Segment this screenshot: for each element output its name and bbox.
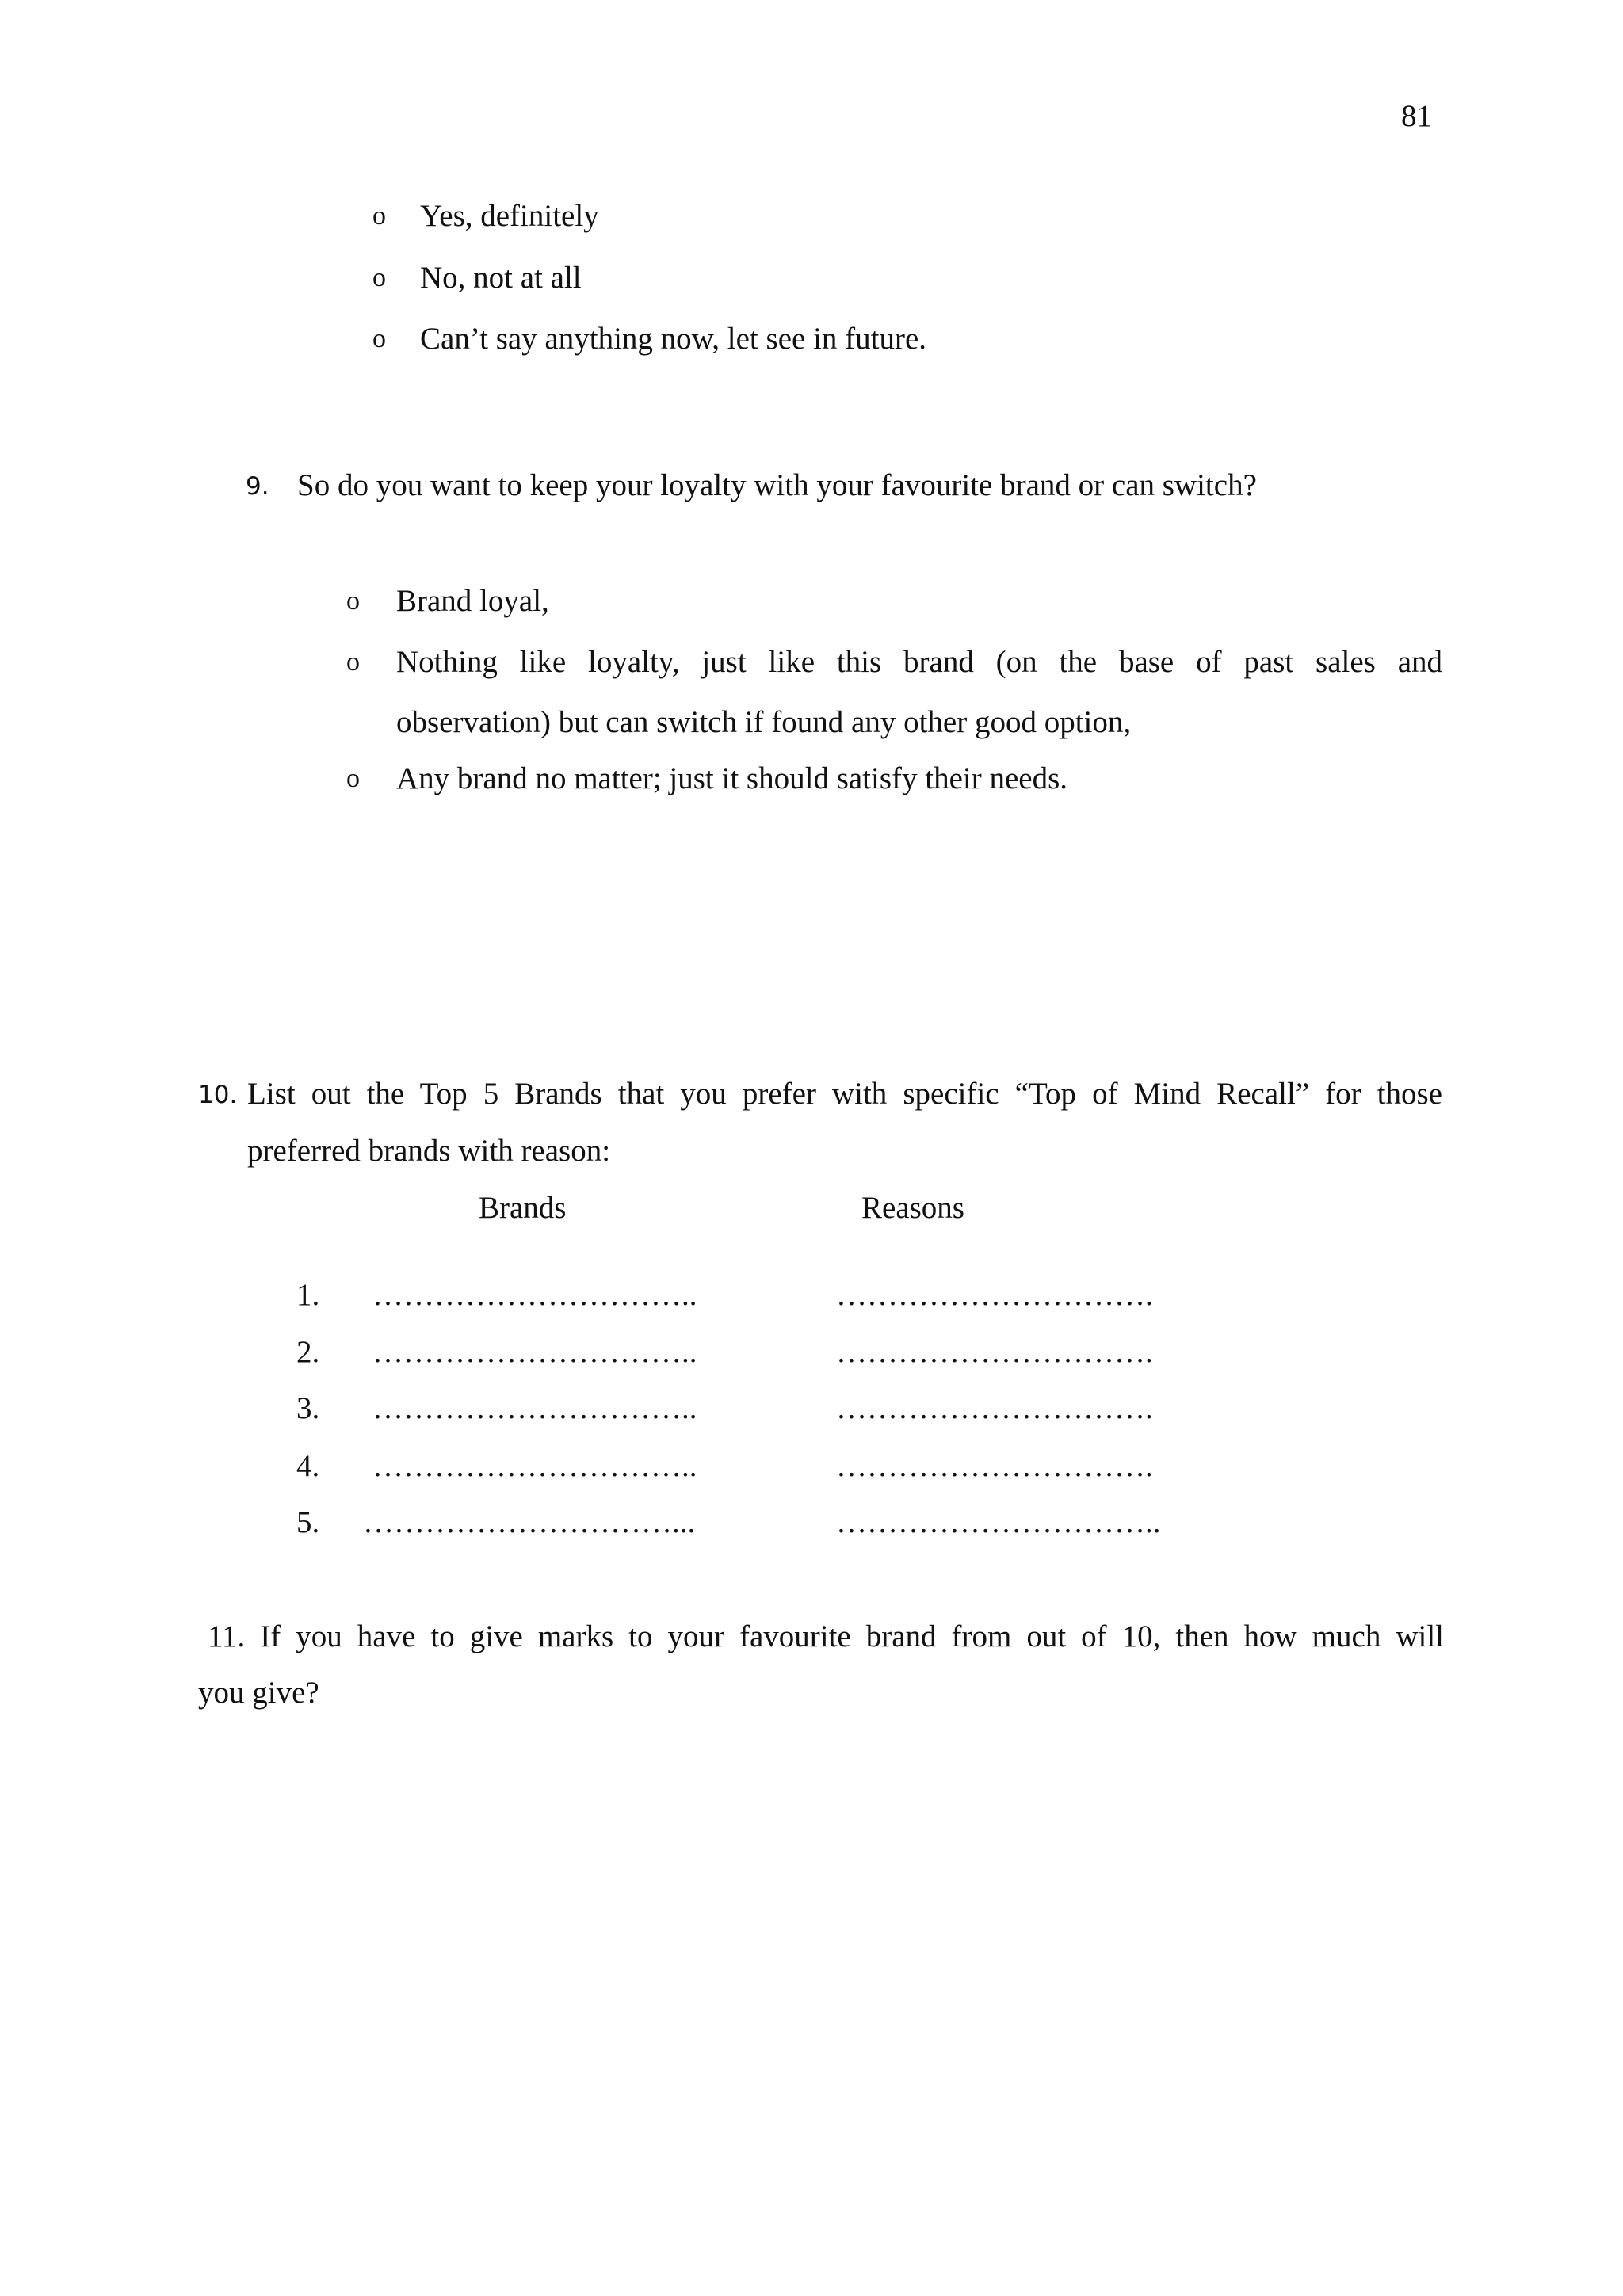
bullet-marker: o <box>346 764 360 793</box>
reason-blank: …………………………. <box>836 1335 1153 1369</box>
q10-number: 10. <box>198 1081 238 1109</box>
q9-option-nothing-like-loyalty: Nothing like loyalty, just like this brand (on the base of past sales and <box>396 645 1442 679</box>
column-header-reasons: Reasons <box>861 1191 964 1225</box>
q8-option-no: No, not at all <box>420 261 582 295</box>
brand-blank: ………………………….. <box>372 1278 697 1312</box>
q9-number: 9. <box>246 472 269 501</box>
bullet-marker: o <box>372 201 386 231</box>
brand-row-number: 3. <box>296 1391 320 1425</box>
brand-blank: …………………………... <box>363 1505 696 1539</box>
bullet-marker: o <box>346 586 360 616</box>
page-number: 81 <box>1401 99 1432 133</box>
brand-row-number: 2. <box>296 1335 320 1369</box>
q9-text: So do you want to keep your loyalty with your favourite brand or can switch? <box>297 468 1257 502</box>
q9-option-any-brand: Any brand no matter; just it should satisfy their needs. <box>396 761 1068 795</box>
brand-row-number: 4. <box>296 1449 320 1483</box>
reason-blank: …………………………. <box>836 1391 1153 1425</box>
q10-text-cont: preferred brands with reason: <box>247 1134 611 1168</box>
reason-blank: ………………………….. <box>836 1505 1161 1539</box>
bullet-marker: o <box>346 647 360 677</box>
bullet-marker: o <box>372 324 386 353</box>
q11-text: 11. If you have to give marks to your favourite brand from out of 10, then how much will <box>208 1619 1444 1653</box>
q8-option-yes: Yes, definitely <box>420 199 599 233</box>
brand-blank: ………………………….. <box>372 1449 697 1483</box>
q11-text-cont: you give? <box>198 1676 319 1710</box>
q9-option-brand-loyal: Brand loyal, <box>396 584 549 618</box>
q8-option-cant-say: Can’t say anything now, let see in future. <box>420 322 927 356</box>
reason-blank: …………………………. <box>836 1449 1153 1483</box>
q9-option-nothing-like-loyalty-cont: observation) but can switch if found any other good option, <box>396 705 1132 739</box>
brand-blank: ………………………….. <box>372 1391 697 1425</box>
brand-row-number: 1. <box>296 1278 320 1312</box>
reason-blank: …………………………. <box>836 1278 1153 1312</box>
brand-row-number: 5. <box>296 1505 320 1539</box>
q10-text: List out the Top 5 Brands that you prefer with specific “Top of Mind Recall” for those <box>247 1077 1442 1111</box>
column-header-brands: Brands <box>479 1191 567 1225</box>
brand-blank: ………………………….. <box>372 1335 697 1369</box>
bullet-marker: o <box>372 263 386 292</box>
